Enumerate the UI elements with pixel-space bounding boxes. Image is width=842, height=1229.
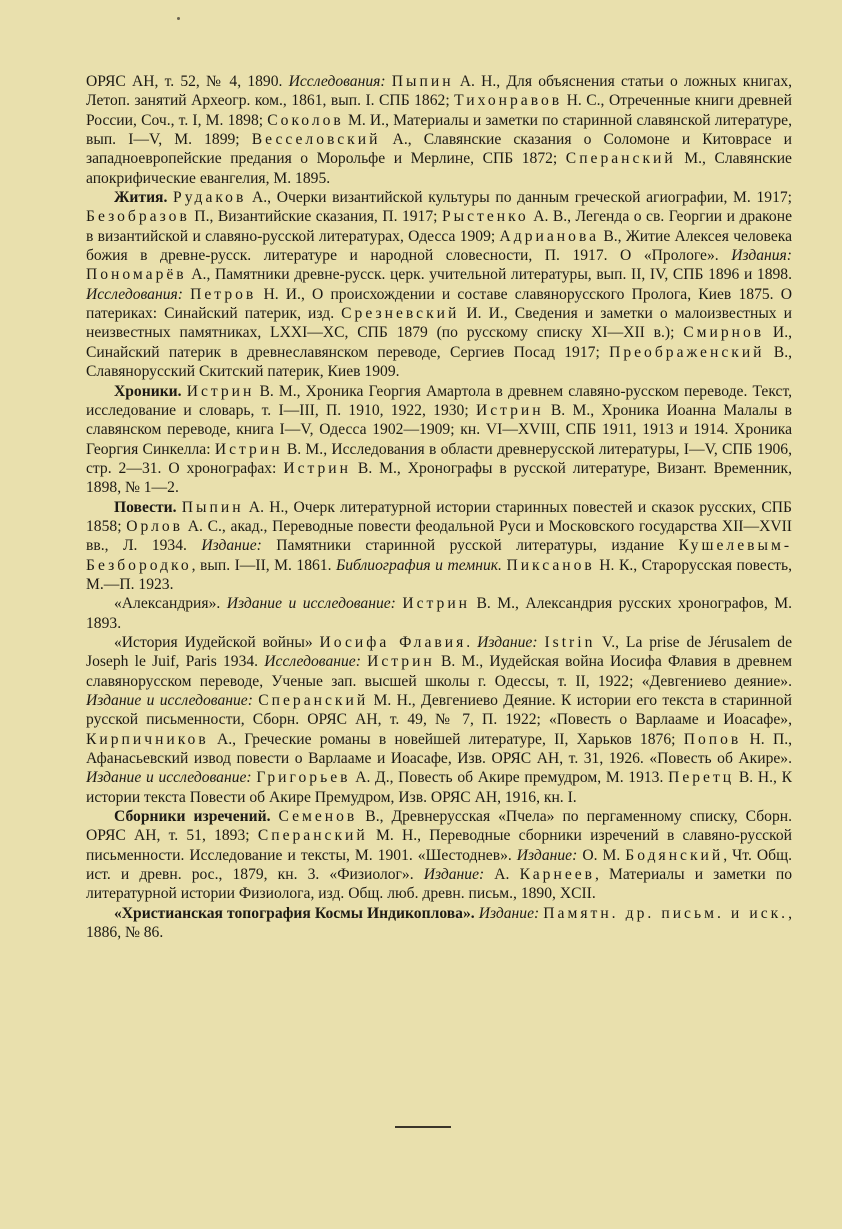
text-run: , 1886, № 86.	[86, 904, 792, 942]
author-name: Истрин	[402, 595, 471, 613]
italic-label: Издание:	[423, 866, 495, 884]
text-run: В. М., Исследования в области древнерусской литературы, I—V, СПБ 1906, стр. 2—31. О хронографах:	[86, 440, 792, 477]
text-run: В. М., Хроника Георгия Амартола в древнем славяно-русском переводе. Текст, исследование и словарь, т. I—III, П. 1910, 1922, 1930;	[86, 382, 792, 419]
author-name: Срезневский	[341, 305, 460, 323]
end-divider	[395, 1126, 451, 1128]
text-run: В. Н., К истории текста Повести об Акире Премудром, Изв. ОРЯС АН, 1916, кн. I.	[86, 769, 792, 806]
bibliography-paragraph	[86, 188, 792, 381]
text-run: , Чт. Общ. ист. и древн. рос., 1879, кн. 3. «Физиолог».	[86, 846, 792, 884]
text-run: П., Византийские сказания, П. 1917;	[189, 208, 442, 226]
author-name: Григорьев	[256, 769, 351, 787]
text-run: В. М., Хроника Иоанна Малалы в славянском переводе, книга I—V, Одесса 1902—1909; кн. VI—XVIII, СПБ 1911, 1913 и 1914. Хроника Георгия Синкелла:	[86, 401, 792, 458]
text-run: , Материалы и заметки по литературной истории Физиолога, изд. Общ. люб. древн. письм., 1890, XCII.	[86, 866, 792, 903]
author-name: Истрин	[186, 382, 255, 400]
author-name: Пыпин	[181, 498, 244, 516]
author-name: Пономарёв	[86, 266, 187, 284]
text-run: Памятники старинной русской литературы, издание	[276, 537, 679, 555]
text-run: А. С., акад., Переводные повести феодальной Руси и Московского государства XII—XVII вв., Л. 1934.	[86, 517, 792, 555]
text-run: А. Н., Очерк литературной истории старинных повестей и сказок русских, СПБ 1858;	[86, 498, 792, 535]
text-run: «Александрия».	[114, 595, 227, 613]
print-speck	[177, 17, 180, 20]
author-name: Перетц	[668, 769, 735, 787]
italic-label: Издание и исследование:	[226, 595, 403, 613]
italic-label: Исследования:	[288, 73, 392, 90]
bibliography-paragraph	[86, 633, 792, 807]
author-name: Рудаков	[173, 189, 247, 207]
author-name: Тихонравов	[454, 92, 563, 110]
italic-label: Издание:	[516, 846, 583, 864]
text-run: Н. К., Старорусская повесть, М.—П. 1923.	[86, 556, 792, 593]
section-heading: Хроники.	[114, 382, 187, 400]
italic-label: Издание и исследование:	[86, 692, 259, 709]
author-name: Пыпин	[391, 73, 454, 90]
author-name: Преображенский	[609, 343, 765, 361]
text-run: М. Н., Девгениево Деяние. К истории его текста в старинной русской письменности, Сборн. ОРЯС АН, т. 49, № 7, П. 1922; «Повесть о Варлааме и Иоасафе»,	[86, 692, 792, 729]
bibliography-paragraph	[86, 904, 792, 943]
text-run: Н. П., Афанасьевский извод повести о Варлааме и Иоасафе, Изв. ОРЯС АН, т. 31, 1926. «Повесть об Акире».	[86, 730, 792, 768]
bibliography-paragraph	[86, 72, 792, 188]
text-run: А. В., Легенда о св. Георгии и драконе в византийской и славяно-русской литературах, Одесса 1909;	[86, 208, 792, 245]
author-name: Орлов	[126, 517, 184, 535]
text-run: А., Славянские сказания о Соломоне и Китоврасе и западноевропейские предания о Морольфе и Мерлине, СПБ 1872;	[86, 131, 793, 168]
author-name: Сперанский	[565, 150, 676, 168]
bibliography-paragraph	[86, 594, 792, 633]
author-name: Истрин	[367, 653, 435, 671]
author-name: Петров	[190, 285, 257, 303]
bibliography-paragraph	[86, 807, 792, 904]
italic-label: Издание и исследование:	[86, 769, 257, 787]
text-run: , вып. I—II, М. 1861.	[191, 556, 337, 574]
author-name: Пиксанов	[506, 556, 595, 574]
author-name: Соколов	[267, 111, 344, 129]
section-heading: Жития.	[114, 189, 174, 207]
text-run: ОРЯС АН, т. 52, № 4, 1890.	[86, 73, 289, 90]
author-name: Смирнов	[683, 324, 765, 342]
text-run: А., Памятники древне-русск. церк. учительной литературы, вып. II, IV, СПБ 1896 и 1898.	[186, 266, 792, 284]
bibliography-paragraph	[86, 382, 792, 498]
author-name: Истрин	[283, 459, 351, 477]
text-run: «История Иудейской войны»	[114, 633, 320, 651]
italic-label: Издания:	[731, 247, 792, 265]
italic-label: Издание:	[477, 633, 545, 651]
text-run: Н. С., Отреченные книги древней России, Соч., т. I, М. 1898;	[86, 92, 792, 129]
author-name: Семенов	[278, 808, 358, 826]
author-name: Рыстенко	[441, 208, 529, 226]
author-name: Кушелевым-Безбородко	[86, 537, 793, 574]
author-name: Памятн. др. письм. и иск.	[543, 904, 789, 922]
author-name: Сперанский	[258, 692, 369, 709]
text-run: В. М., Александрия русских хронографов, М. 1893.	[86, 595, 792, 632]
text-run: А., Греческие романы в новейшей литературе, II, Харьков 1876;	[208, 730, 684, 748]
author-name: Весселовский	[251, 131, 381, 149]
italic-label: Исследования:	[86, 285, 191, 303]
author-name: Кирпичников	[86, 730, 209, 748]
text-run: М. Н., Переводные сборники изречений в славяно-русской письменности. Исследование и тексты, М. 1901. «Шестоднев».	[86, 827, 792, 864]
author-name: Сперанский	[257, 827, 368, 845]
text-run: Н. И., О происхождении и составе славянорусского Пролога, Киев 1875. О патериках: Синайский патерик, изд.	[86, 285, 792, 323]
author-name: Истрин	[214, 440, 283, 458]
section-heading: «Христианская топография Космы Индикоплова».	[114, 904, 479, 922]
author-name: Адрианова	[499, 227, 600, 245]
author-name: Карнеев	[519, 866, 596, 884]
author-name: Бодянский	[625, 846, 724, 864]
text-run: И., Синайский патерик в древнеславянском переводе, Сергиев Посад 1917;	[86, 324, 792, 361]
author-name: Istrin	[544, 633, 596, 651]
text-run: В., Древнерусская «Пчела» по пергаменному списку, Сборн. ОРЯС АН, т. 51, 1893;	[86, 808, 792, 845]
author-name: Иосифа Флавия	[319, 633, 467, 651]
bibliography-page	[86, 72, 792, 942]
text-run: М. И., Материалы и заметки по старинной славянской литературе, вып. I—V, М. 1899;	[86, 111, 792, 149]
italic-label: Исследование:	[264, 653, 368, 671]
text-run: В., Житие Алексея человека божия в древне-русск. литературе и народной словесности, П. 1917. О «Прологе».	[86, 227, 792, 265]
author-name: Истрин	[475, 401, 544, 419]
text-run: В., Славянорусский Скитский патерик, Киев 1909.	[86, 343, 792, 381]
text-run: А., Очерки византийской культуры по данным греческой агиографии, М. 1917;	[246, 189, 792, 207]
author-name: Безобразов	[86, 208, 190, 226]
text-run: В. М., Иудейская война Иосифа Флавия в древнем славянорусском переводе, Ученые зап. высшей школы г. Одессы, т. II, 1922; «Девгениево деяние».	[86, 653, 793, 690]
section-heading: Сборники изречений.	[114, 808, 279, 826]
bibliography-paragraph	[86, 498, 792, 595]
text-run: V., La prise de Jérusalem de Joseph le Juif, Paris 1934.	[86, 633, 793, 671]
italic-label: Издание:	[478, 904, 544, 922]
text-run: .	[466, 633, 478, 651]
italic-label: Библиография и темник.	[336, 556, 507, 574]
text-run: А. Н., Для объяснения статьи о ложных книгах, Летоп. занятий Археогр. ком., 1861, вып. I. СПБ 1862;	[86, 73, 793, 110]
italic-label: Издание:	[201, 537, 277, 555]
text-run: И. И., Сведения и заметки о малоизвестных и неизвестных памятниках, LXXI—XC, СПБ 1879 (по русскому списку XI—XII в.);	[86, 305, 792, 342]
author-name: Попов	[683, 730, 742, 748]
text-run: А.	[494, 866, 520, 884]
text-run: В. М., Хронографы в русской литературе, Визант. Временник, 1898, № 1—2.	[86, 459, 792, 497]
text-run: М., Славянские апокрифические евангелия, М. 1895.	[86, 150, 792, 187]
text-run: А. Д., Повесть об Акире премудром, М. 1913.	[350, 769, 669, 787]
section-heading: Повести.	[114, 498, 182, 516]
text-run: О. М.	[582, 846, 626, 864]
